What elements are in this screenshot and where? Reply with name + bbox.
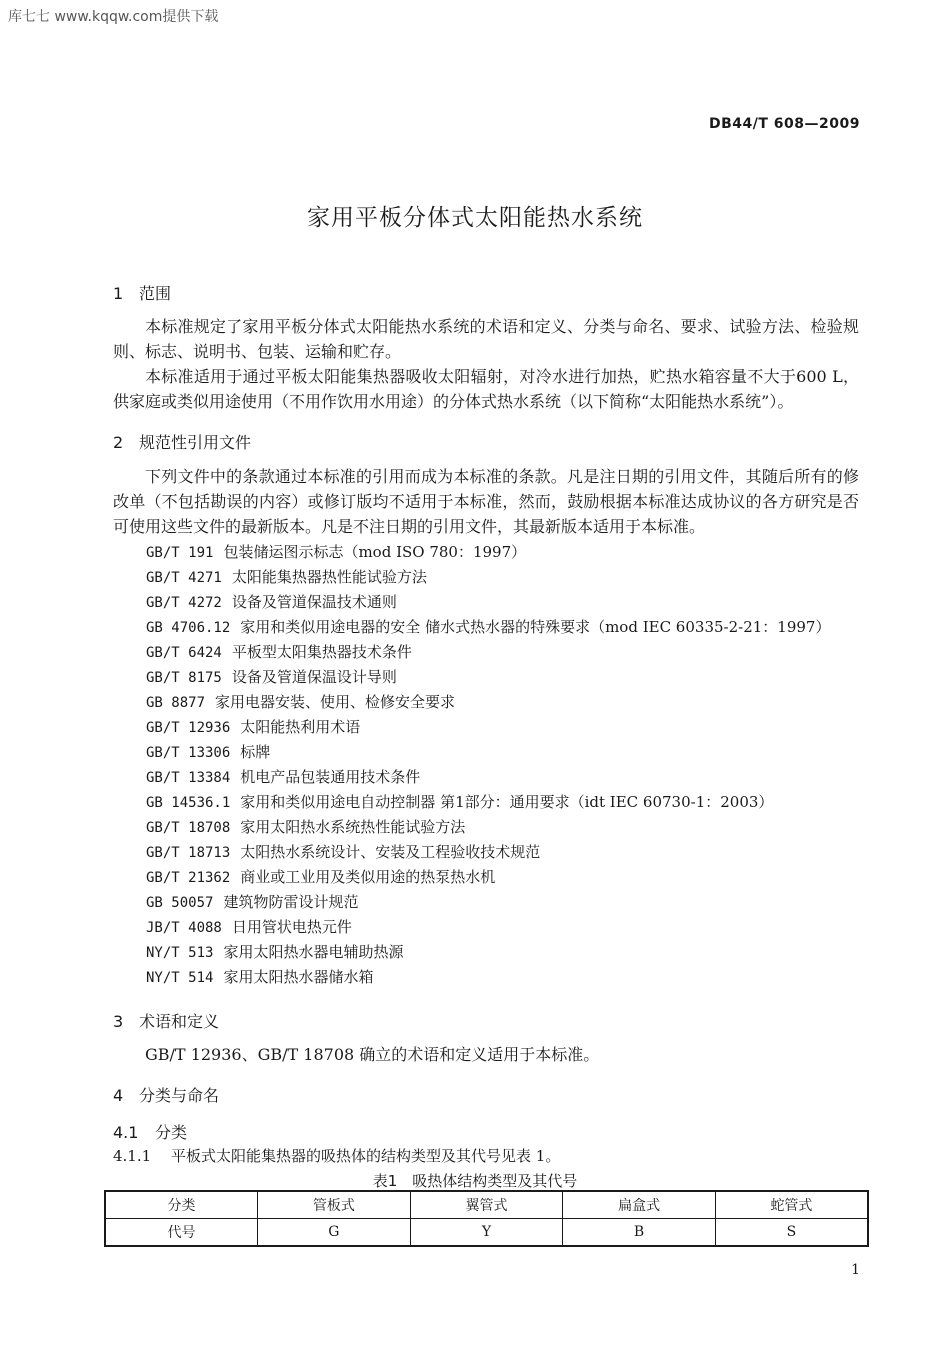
- table-cell: 管板式: [258, 1191, 411, 1219]
- section-number: 4: [113, 1086, 124, 1105]
- table-cell: 分类: [105, 1191, 258, 1219]
- reference-code: GB/T 191: [146, 545, 214, 561]
- reference-code: NY/T 514: [146, 970, 214, 986]
- reference-item: [146, 790, 830, 815]
- reference-title: 日用管状电热元件: [231, 918, 352, 936]
- reference-code: GB/T 4272: [146, 595, 222, 611]
- section-text: 平板式太阳能集热器的吸热体的结构类型及其代号见表 1。: [171, 1147, 561, 1165]
- table-cell: Y: [410, 1219, 563, 1247]
- section-number: 4.1: [113, 1123, 139, 1142]
- table-cell: S: [715, 1219, 868, 1247]
- reference-title: 太阳热水系统设计、安装及工程验收技术规范: [240, 843, 541, 861]
- section-number: 4.1.1: [113, 1147, 152, 1165]
- reference-code: GB/T 12936: [146, 720, 231, 736]
- section-3-body: [113, 1042, 859, 1067]
- table-row: [105, 1219, 868, 1247]
- reference-code: GB/T 13306: [146, 745, 231, 761]
- reference-item: [146, 940, 830, 965]
- reference-title: 建筑物防雷设计规范: [223, 893, 359, 911]
- reference-code: JB/T 4088: [146, 920, 222, 936]
- section-number: 2: [113, 433, 124, 452]
- reference-item: [146, 665, 830, 690]
- section-2-body: [113, 464, 859, 539]
- reference-code: NY/T 513: [146, 945, 214, 961]
- reference-list: [146, 540, 830, 990]
- reference-title: 商业或工业用及类似用途的热泵热水机: [240, 868, 496, 886]
- paragraph: 本标准适用于通过平板太阳能集热器吸收太阳辐射，对冷水进行加热，贮热水箱容量不大于600 L，供家庭或类似用途使用（不用作饮用水用途）的分体式热水系统（以下简称“太阳能热水系统”）。: [113, 367, 859, 411]
- watermark: 库七七 www.kqqw.com提供下载: [8, 9, 219, 25]
- structure-type-table: [104, 1190, 869, 1247]
- reference-item: [146, 565, 830, 590]
- reference-title: 太阳能热利用术语: [240, 718, 361, 736]
- reference-code: GB 8877: [146, 695, 206, 711]
- reference-item: [146, 740, 830, 765]
- reference-code: GB/T 18713: [146, 845, 231, 861]
- reference-item: [146, 615, 830, 640]
- reference-code: GB/T 18708: [146, 820, 231, 836]
- table-cell: 翼管式: [410, 1191, 563, 1219]
- reference-title: 机电产品包装通用技术条件: [240, 768, 421, 786]
- reference-title: 家用太阳热水器电辅助热源: [223, 943, 404, 961]
- reference-item: [146, 690, 830, 715]
- reference-title: 设备及管道保温设计导则: [231, 668, 397, 686]
- reference-item: [146, 765, 830, 790]
- section-title: 分类与命名: [139, 1086, 220, 1105]
- reference-code: GB/T 21362: [146, 870, 231, 886]
- section-title: 规范性引用文件: [139, 433, 252, 452]
- reference-code: GB 14536.1: [146, 795, 231, 811]
- reference-title: 家用太阳热水器储水箱: [223, 968, 374, 986]
- reference-title: 太阳能集热器热性能试验方法: [231, 568, 427, 586]
- reference-item: [146, 640, 830, 665]
- reference-item: [146, 540, 830, 565]
- reference-item: [146, 865, 830, 890]
- section-4-1-heading: [113, 1120, 187, 1143]
- table-row: [105, 1191, 868, 1219]
- table-cell: 蛇管式: [715, 1191, 868, 1219]
- document-number: DB44/T 608—2009: [709, 116, 860, 132]
- reference-code: GB/T 8175: [146, 670, 222, 686]
- section-2-heading: [113, 430, 251, 453]
- section-1-heading: [113, 281, 171, 304]
- reference-item: [146, 890, 830, 915]
- table-cell: B: [563, 1219, 716, 1247]
- table-cell: 代号: [105, 1219, 258, 1247]
- reference-title: 家用电器安装、使用、检修安全要求: [215, 693, 456, 711]
- reference-item: [146, 590, 830, 615]
- section-number: 1: [113, 284, 124, 303]
- reference-code: GB 4706.12: [146, 620, 231, 636]
- reference-code: GB 50057: [146, 895, 214, 911]
- reference-item: [146, 815, 830, 840]
- table-cell: G: [258, 1219, 411, 1247]
- page-number: 1: [851, 1262, 860, 1278]
- reference-code: GB/T 6424: [146, 645, 222, 661]
- table-cell: 扁盒式: [563, 1191, 716, 1219]
- reference-title: 家用和类似用途电自动控制器 第1部分：通用要求（idt IEC 60730-1：2003）: [240, 793, 774, 811]
- section-number: 3: [113, 1012, 124, 1031]
- section-1-body: [113, 314, 859, 414]
- paragraph: 本标准规定了家用平板分体式太阳能热水系统的术语和定义、分类与命名、要求、试验方法、检验规则、标志、说明书、包装、运输和贮存。: [113, 317, 859, 361]
- paragraph: 下列文件中的条款通过本标准的引用而成为本标准的条款。凡是注日期的引用文件，其随后所有的修改单（不包括勘误的内容）或修订版均不适用于本标准，然而，鼓励根据本标准达成协议的各方研究是否可使用这些文件的最新版本。凡是不注日期的引用文件，其最新版本适用于本标准。: [113, 467, 859, 536]
- section-title: 分类: [155, 1123, 188, 1142]
- reference-title: 包装储运图示标志（mod ISO 780：1997）: [223, 543, 527, 561]
- reference-title: 平板型太阳集热器技术条件: [231, 643, 412, 661]
- section-title: 术语和定义: [139, 1012, 220, 1031]
- reference-code: GB/T 13384: [146, 770, 231, 786]
- paragraph: GB/T 12936、GB/T 18708 确立的术语和定义适用于本标准。: [145, 1045, 600, 1064]
- reference-title: 家用太阳热水系统热性能试验方法: [240, 818, 466, 836]
- section-4-heading: [113, 1083, 219, 1106]
- reference-title: 设备及管道保温技术通则: [231, 593, 397, 611]
- reference-item: [146, 840, 830, 865]
- section-title: 范围: [139, 284, 172, 303]
- section-3-heading: [113, 1009, 219, 1032]
- reference-title: 标牌: [240, 743, 271, 761]
- reference-code: GB/T 4271: [146, 570, 222, 586]
- table-caption: 表1 吸热体结构类型及其代号: [372, 1172, 578, 1190]
- section-4-1-1: [113, 1145, 560, 1166]
- reference-item: [146, 965, 830, 990]
- reference-title: 家用和类似用途电器的安全 储水式热水器的特殊要求（mod IEC 60335-2-21：1997）: [240, 618, 831, 636]
- reference-item: [146, 715, 830, 740]
- page-title: 家用平板分体式太阳能热水系统: [307, 205, 643, 231]
- reference-item: [146, 915, 830, 940]
